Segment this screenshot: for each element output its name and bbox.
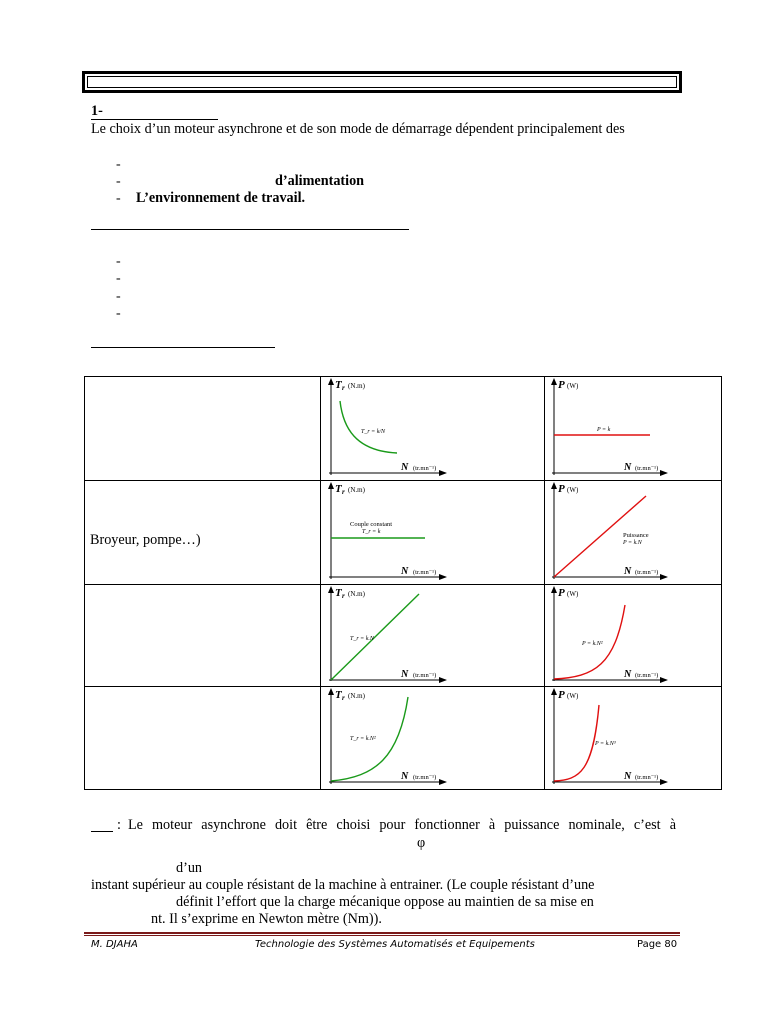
speed-axis-unit: (tr.mn⁻¹)	[635, 774, 659, 781]
footer-title: Technologie des Systèmes Automatisés et Equipements	[255, 939, 535, 950]
torque-axis-label: T	[335, 587, 342, 599]
torque-axis-subscript: r	[342, 694, 345, 702]
curve-formula: T_r = k	[362, 529, 381, 535]
section-title-underline	[91, 119, 218, 120]
graph-torque-constant	[321, 481, 449, 583]
axis-arrow	[439, 470, 447, 476]
axis-arrow	[439, 574, 447, 580]
axis-arrow	[439, 779, 447, 785]
intro-paragraph: Le choix d’un moteur asynchrone et de son mode de démarrage dépendent principalement des	[91, 121, 625, 137]
title-box	[82, 71, 682, 93]
speed-axis-unit: (tr.mn⁻¹)	[635, 672, 659, 679]
axis-arrow	[551, 586, 557, 593]
footer-page-number: Page 80	[637, 939, 678, 950]
speed-axis-unit: (tr.mn⁻¹)	[635, 569, 659, 576]
curve-formula: T_r = k.N	[350, 636, 374, 642]
note-line-1: Le moteur asynchrone doit être choisi pour fonctionner à puissance nominale, c’est à	[128, 817, 676, 833]
table-border-bottom	[84, 789, 722, 790]
power-axis-unit: (W)	[567, 590, 579, 598]
torque-axis-label: T	[335, 483, 342, 495]
speed-axis-label: N	[624, 771, 632, 782]
graph-power-linear	[545, 481, 669, 583]
graph-torque-square	[321, 687, 449, 788]
graph-power-square	[545, 585, 669, 685]
axis-arrow	[660, 574, 668, 580]
torque-axis-unit: (N.m)	[348, 590, 365, 598]
power-axis-label: P	[558, 483, 565, 495]
speed-axis-label: N	[624, 462, 632, 473]
speed-axis-label: N	[624, 566, 632, 577]
graph-torque-inverse	[321, 377, 449, 479]
curve-formula: P = k	[597, 427, 611, 433]
graph-power-cubic	[545, 687, 669, 788]
speed-axis-label: N	[624, 669, 632, 680]
row-label-2: Broyeur, pompe…)	[90, 532, 201, 548]
speed-axis-unit: (tr.mn⁻¹)	[635, 465, 659, 472]
curve-formula: T_r = k/N	[361, 429, 386, 435]
speed-axis-label: N	[401, 566, 409, 577]
speed-axis-unit: (tr.mn⁻¹)	[413, 774, 437, 781]
axis-arrow	[551, 688, 557, 695]
factor-2: d’alimentation	[275, 173, 365, 189]
curve-k-over-n	[340, 401, 397, 453]
note-line-2: d’un	[176, 860, 203, 876]
note-line-4: définit l’effort que la charge mécanique oppose au maintien de sa mise en	[176, 894, 594, 910]
list-dash-4: -	[116, 306, 121, 321]
note-blank	[91, 831, 113, 832]
speed-axis-label: N	[401, 771, 409, 782]
factor-dash-1: -	[116, 157, 121, 172]
section-number: 1-	[91, 103, 103, 119]
axis-arrow	[328, 586, 334, 593]
graph-torque-linear	[321, 585, 449, 685]
torque-axis-label: T	[335, 689, 342, 701]
curve-linear-torque	[331, 594, 419, 680]
axis-arrow	[551, 482, 557, 489]
speed-axis-unit: (tr.mn⁻¹)	[413, 569, 437, 576]
curve-formula: P = k.N²	[582, 641, 603, 647]
footer-rule	[84, 935, 680, 936]
speed-axis-unit: (tr.mn⁻¹)	[413, 465, 437, 472]
power-axis-unit: (W)	[567, 692, 579, 700]
axis-arrow	[660, 779, 668, 785]
axis-arrow	[439, 677, 447, 683]
power-axis-unit: (W)	[567, 382, 579, 390]
power-axis-unit: (W)	[567, 486, 579, 494]
torque-axis-subscript: r	[342, 488, 345, 496]
list-dash-3: -	[116, 289, 121, 304]
axis-arrow	[328, 688, 334, 695]
torque-axis-subscript: r	[342, 384, 345, 392]
factor-dash-3: -	[116, 191, 121, 206]
curve-formula: P = k.N³	[595, 741, 616, 747]
subheading-rule	[91, 229, 409, 230]
power-axis-label: P	[558, 587, 565, 599]
power-axis-label: P	[558, 379, 565, 391]
torque-axis-subscript: r	[342, 592, 345, 600]
axis-arrow	[551, 378, 557, 385]
torque-axis-unit: (N.m)	[348, 486, 365, 494]
torque-axis-unit: (N.m)	[348, 692, 365, 700]
list-dash-1: -	[116, 254, 121, 269]
axis-arrow	[660, 470, 668, 476]
speed-axis-unit: (tr.mn⁻¹)	[413, 672, 437, 679]
note-prefix: :	[117, 817, 121, 833]
curve-cubic-power	[554, 705, 599, 781]
table-border-left	[84, 376, 85, 790]
list-dash-2: -	[116, 271, 121, 286]
curve-caption: Puissance	[623, 532, 649, 539]
speed-axis-label: N	[401, 462, 409, 473]
factor-dash-2: -	[116, 174, 121, 189]
curve-caption: Couple constant	[350, 521, 393, 528]
note-line-3: instant supérieur au couple résistant de la machine à entrainer. (Le couple résistant d’une	[91, 877, 595, 893]
curve-formula: P = k.N	[623, 540, 642, 546]
axis-arrow	[328, 378, 334, 385]
axis-arrow	[328, 482, 334, 489]
graph-power-constant	[545, 377, 669, 479]
subheading-rule-2	[91, 347, 275, 348]
load-characteristics-table	[84, 376, 722, 790]
factor-3: L’environnement de travail.	[136, 190, 306, 206]
curve-formula: T_r = k.N²	[350, 736, 376, 742]
table-border-right	[721, 376, 722, 790]
footer-author: M. DJAHA	[91, 939, 138, 950]
axis-arrow	[660, 677, 668, 683]
note-line-5: nt. Il s’exprime en Newton mètre (Nm)).	[151, 911, 382, 927]
note-phi: φ	[417, 835, 426, 851]
speed-axis-label: N	[401, 669, 409, 680]
torque-axis-label: T	[335, 379, 342, 391]
footer-rule	[84, 932, 680, 934]
torque-axis-unit: (N.m)	[348, 382, 365, 390]
power-axis-label: P	[558, 689, 565, 701]
